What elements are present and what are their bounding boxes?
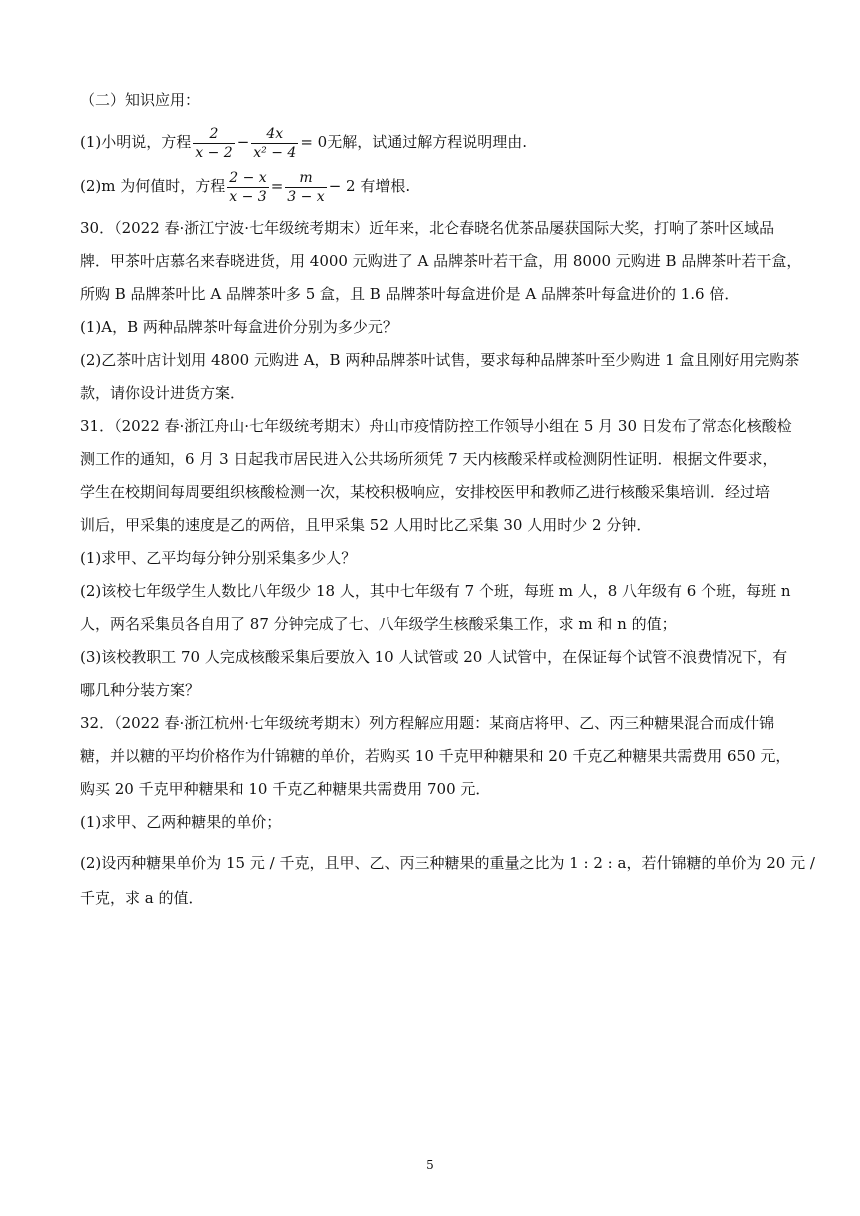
q31-sub-1: (1)求甲、乙平均每分钟分别采集多少人？ <box>80 549 357 567</box>
apply-q1-fraction-1 <box>193 125 234 162</box>
q30-sub-2-line-1: (2)乙茶叶店计划用 4800 元购进 A，B 两种品牌茶叶试售，要求每种品牌茶叶至少购进 1 盒且刚好用完购茶 <box>80 351 800 369</box>
q32-line-2: 糖，并以糖的平均价格作为什锦糖的单价，若购买 10 千克甲种糖果和 20 千克乙种糖果共需费用 650 元， <box>80 747 791 765</box>
apply-q2-frac1-num: 2 − x <box>229 169 267 186</box>
apply-q1-fraction-2 <box>251 125 298 162</box>
apply-q2-fraction-1 <box>227 169 268 206</box>
apply-q2-suffix: − 2 有增根. <box>328 177 411 195</box>
apply-q1-equals: = 0 <box>300 133 328 151</box>
q30-line-3: 所购 B 品牌茶叶比 A 品牌茶叶多 5 盒，且 B 品牌茶叶每盒进价是 A 品牌茶叶每盒进价的 1.6 倍． <box>80 285 740 303</box>
q30-sub-1: (1)A，B 两种品牌茶叶每盒进价分别为多少元？ <box>80 318 398 336</box>
q31-line-4: 训后，甲采集的速度是乙的两倍，且甲采集 52 人用时比乙采集 30 人用时少 2 分钟． <box>80 516 652 534</box>
q32-sub-2-line-2: 千克，求 a 的值． <box>80 889 204 907</box>
q31-sub-2-line-1: (2)该校七年级学生人数比八年级少 18 人，其中七年级有 7 个班，每班 m 人，8 八年级有 6 个班，每班 n <box>80 582 791 600</box>
q30-line-2: 牌．甲茶叶店慕名来春晓进货，用 4000 元购进了 A 品牌茶叶若干盒，用 8000 元购进 B 品牌茶叶若干盒， <box>80 252 802 270</box>
apply-q2-frac1-den: x − 3 <box>229 188 267 205</box>
q31-sub-3-line-2: 哪几种分装方案？ <box>80 681 201 699</box>
q31-line-3: 学生在校期间每周要组织核酸检测一次，某校积极响应，安排校医甲和教师乙进行核酸采集培训．经过培 <box>80 483 771 501</box>
q31-sub-3-line-1: (3)该校教职工 70 人完成核酸采集后要放入 10 人试管或 20 人试管中，在保证每个试管不浪费情况下，有 <box>80 648 788 666</box>
apply-q2-frac2-den: 3 − x <box>287 188 325 205</box>
q31-line-2: 测工作的通知，6 月 3 日起我市居民进入公共场所须凭 7 天内核酸采样或检测阴性证明．根据文件要求， <box>80 450 778 468</box>
apply-q2-equals: = <box>270 177 284 195</box>
apply-question-2 <box>80 166 780 206</box>
apply-q1-suffix: 无解，试通过解方程说明理由. <box>327 133 527 151</box>
q30-sub-2-line-2: 款，请你设计进货方案． <box>80 384 246 402</box>
page-number: 5 <box>426 1158 434 1172</box>
apply-q2-prefix: (2)m 为何值时，方程 <box>80 177 226 195</box>
section-title: （二）知识应用： <box>80 91 201 109</box>
apply-q1-prefix: (1)小明说，方程 <box>80 133 192 151</box>
q32-line-3: 购买 20 千克甲种糖果和 10 千克乙种糖果共需费用 700 元． <box>80 780 491 798</box>
apply-q1-minus: − <box>236 133 250 151</box>
q31-sub-2-line-2: 人，两名采集员各自用了 87 分钟完成了七、八年级学生核酸采集工作，求 m 和 n 的值； <box>80 615 677 633</box>
q31-line-1: 31．（2022 春·浙江舟山·七年级统考期末）舟山市疫情防控工作领导小组在 5 月 30 日发布了常态化核酸检 <box>80 417 792 435</box>
q32-line-1: 32．（2022 春·浙江杭州·七年级统考期末）列方程解应用题：某商店将甲、乙、丙三种糖果混合而成什锦 <box>80 714 775 732</box>
apply-q1-frac1-den: x − 2 <box>195 144 233 161</box>
q30-line-1: 30．（2022 春·浙江宁波·七年级统考期末）近年来，北仑春晓名优茶品屡获国际大奖，打响了茶叶区域品 <box>80 219 775 237</box>
apply-q1-frac2-num: 4x <box>251 125 298 144</box>
apply-q2-frac2-num: m <box>285 169 326 188</box>
apply-q1-frac2-den: x² − 4 <box>253 144 297 161</box>
apply-q1-frac1-num: 2 <box>193 125 234 144</box>
q32-sub-2-line-1: (2)设丙种糖果单价为 15 元 / 千克，且甲、乙、丙三种糖果的重量之比为 1 : 2 : a，若什锦糖的单价为 20 元 / <box>80 854 815 872</box>
apply-question-1 <box>80 122 780 162</box>
apply-q2-fraction-2 <box>285 169 326 206</box>
q32-sub-1: (1)求甲、乙两种糖果的单价； <box>80 813 282 831</box>
